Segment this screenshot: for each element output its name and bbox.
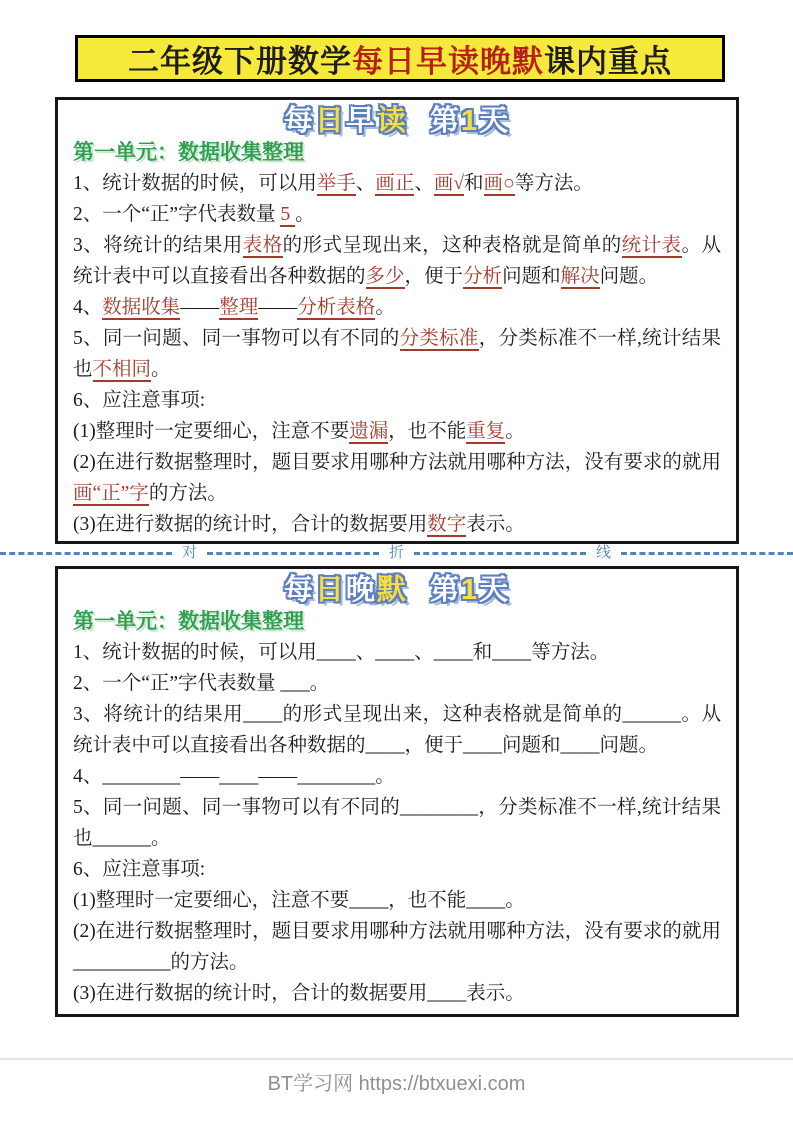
text-segment: 的形式呈现出来，这种表格就是简单的 (282, 235, 622, 256)
text-segment: 问题。 (599, 266, 659, 287)
evening-unit-title: 第一单元：数据收集整理 (73, 610, 304, 633)
text-segment: (2)在进行数据整理时，题目要求用哪种方法就用哪种方法，没有要求的就用__________的方法。 (73, 921, 721, 973)
text-segment: 。 (295, 204, 315, 225)
footer (0, 1058, 793, 1096)
text-segment: 和 (464, 173, 484, 194)
answer-text: 统计表 (621, 235, 682, 256)
text-segment: 5、同一问题、同一事物可以有不同的 (73, 328, 400, 349)
evening-content (73, 637, 721, 1009)
text-segment: 6、应注意事项: (73, 859, 206, 880)
text-line (73, 447, 721, 509)
text-line (73, 199, 721, 230)
cartoon-char: 第 (429, 574, 461, 606)
text-segment: 1、统计数据的时候，可以用 (73, 173, 317, 194)
text-segment: 问题和 (502, 266, 561, 287)
text-segment: (1)整理时一定要细心，注意不要 (73, 421, 350, 442)
text-segment: 表示。 (466, 514, 525, 535)
text-line (73, 668, 721, 699)
morning-content (73, 168, 721, 540)
cartoon-char: 早 (345, 105, 377, 137)
text-segment: ，便于 (404, 266, 464, 287)
text-line (73, 792, 721, 854)
answer-text: 画○ (483, 173, 515, 194)
text-line (73, 168, 721, 199)
cartoon-char: 天 (479, 574, 511, 606)
cartoon-char: 日 (314, 105, 346, 137)
morning-reading-box (55, 97, 739, 544)
text-segment: 2、一个“正”字代表数量 (73, 204, 281, 225)
fold-line-divider (0, 543, 793, 563)
text-segment: 、 (414, 173, 434, 194)
banner-text-left: 二年级下册数学 (128, 44, 352, 79)
cartoon-char: 默 (376, 574, 408, 606)
fold-dash-segment (621, 552, 793, 555)
cartoon-char: 1 (460, 574, 480, 606)
text-segment: 4、________——____——________。 (73, 766, 395, 787)
answer-text: 数字 (427, 514, 467, 535)
cartoon-char: 每 (283, 574, 315, 606)
text-line (73, 761, 721, 792)
answer-text: 画√ (433, 173, 465, 194)
text-segment: ，分类标准不一样,统计结果也 (73, 328, 721, 380)
text-segment: 。 (151, 359, 171, 380)
evening-dictation-box (55, 566, 739, 1017)
cartoon-char: 天 (479, 105, 511, 137)
text-segment: 等方法。 (514, 173, 593, 194)
banner-text-right: 课内重点 (544, 44, 672, 79)
answer-text: 解决 (560, 266, 600, 287)
text-line (73, 509, 721, 540)
fold-char-dui: 对 (181, 545, 197, 561)
answer-text: 重复 (466, 421, 506, 442)
text-segment: 2、一个“正”字代表数量 ___。 (73, 673, 330, 694)
text-line (73, 854, 721, 885)
text-segment: 4、 (73, 297, 103, 318)
evening-header (73, 572, 721, 608)
text-segment: 。 (375, 297, 395, 318)
text-line (73, 416, 721, 447)
text-segment: 5、同一问题、同一事物可以有不同的________，分类标准不一样,统计结果也______。 (73, 797, 721, 849)
morning-unit-title: 第一单元：数据收集整理 (73, 141, 304, 164)
text-segment: 。 (505, 421, 525, 442)
cartoon-char: 1 (460, 105, 480, 137)
text-segment: 6、应注意事项: (73, 390, 206, 411)
text-line (73, 292, 721, 323)
evening-header-day (430, 574, 510, 606)
text-segment: 的方法。 (148, 483, 227, 504)
morning-header-day (430, 105, 510, 137)
cartoon-char: 第 (429, 105, 461, 137)
fold-char-zhe: 折 (388, 545, 404, 561)
answer-text: 分析 (463, 266, 503, 287)
cartoon-char: 日 (314, 574, 346, 606)
text-segment: (1)整理时一定要细心，注意不要____，也不能____。 (73, 890, 525, 911)
cartoon-char: 读 (376, 105, 408, 137)
text-segment: —— (180, 297, 220, 318)
footer-site-text: BT学习网 https://btxuexi.com (267, 1073, 526, 1095)
answer-text: 整理 (219, 297, 259, 318)
text-segment: 3、将统计的结果用____的形式呈现出来，这种表格就是简单的______。从统计表中可以直接看出各种数据的____，便于____问题和____问题。 (73, 704, 721, 756)
text-line (73, 885, 721, 916)
answer-text: 画“正”字 (73, 483, 149, 504)
banner-text-highlight: 每日早读晚默 (352, 44, 544, 79)
morning-header (73, 103, 721, 139)
text-line (73, 230, 721, 292)
answer-text: 遗漏 (349, 421, 389, 442)
answer-text: 分类标准 (399, 328, 479, 349)
text-segment: ，也不能 (388, 421, 467, 442)
answer-text: 举手 (316, 173, 356, 194)
text-segment: 。从统计表中可以直接看出各种数据的 (73, 235, 721, 287)
answer-text: 表格 (242, 235, 283, 256)
answer-text: 数据收集 (102, 297, 181, 318)
answer-text: 画正 (375, 173, 415, 194)
text-line (73, 916, 721, 978)
fold-dash-segment (207, 552, 379, 555)
answer-text: 不相同 (92, 359, 152, 380)
fold-char-xian: 线 (595, 545, 611, 561)
morning-header-title (284, 105, 408, 137)
text-line (73, 637, 721, 668)
answer-text: 分析表格 (297, 297, 376, 318)
evening-header-title (284, 574, 408, 606)
text-segment: (2)在进行数据整理时，题目要求用哪种方法就用哪种方法，没有要求的就用 (73, 452, 721, 473)
text-line (73, 323, 721, 385)
text-line (73, 978, 721, 1009)
answer-text: 5 (280, 204, 296, 225)
text-segment: (3)在进行数据的统计时，合计的数据要用 (73, 514, 428, 535)
text-segment: —— (258, 297, 298, 318)
text-line (73, 385, 721, 416)
answer-text: 多少 (365, 266, 405, 287)
text-segment: 3、将统计的结果用 (73, 235, 243, 256)
cartoon-char: 每 (283, 105, 315, 137)
text-segment: 、 (355, 173, 376, 194)
title-banner (75, 35, 725, 82)
text-segment: 1、统计数据的时候，可以用____、____、____和____等方法。 (73, 642, 610, 663)
text-line (73, 699, 721, 761)
text-segment: (3)在进行数据的统计时，合计的数据要用____表示。 (73, 983, 525, 1004)
fold-dash-segment (0, 552, 172, 555)
cartoon-char: 晚 (345, 574, 377, 606)
fold-dash-segment (414, 552, 586, 555)
